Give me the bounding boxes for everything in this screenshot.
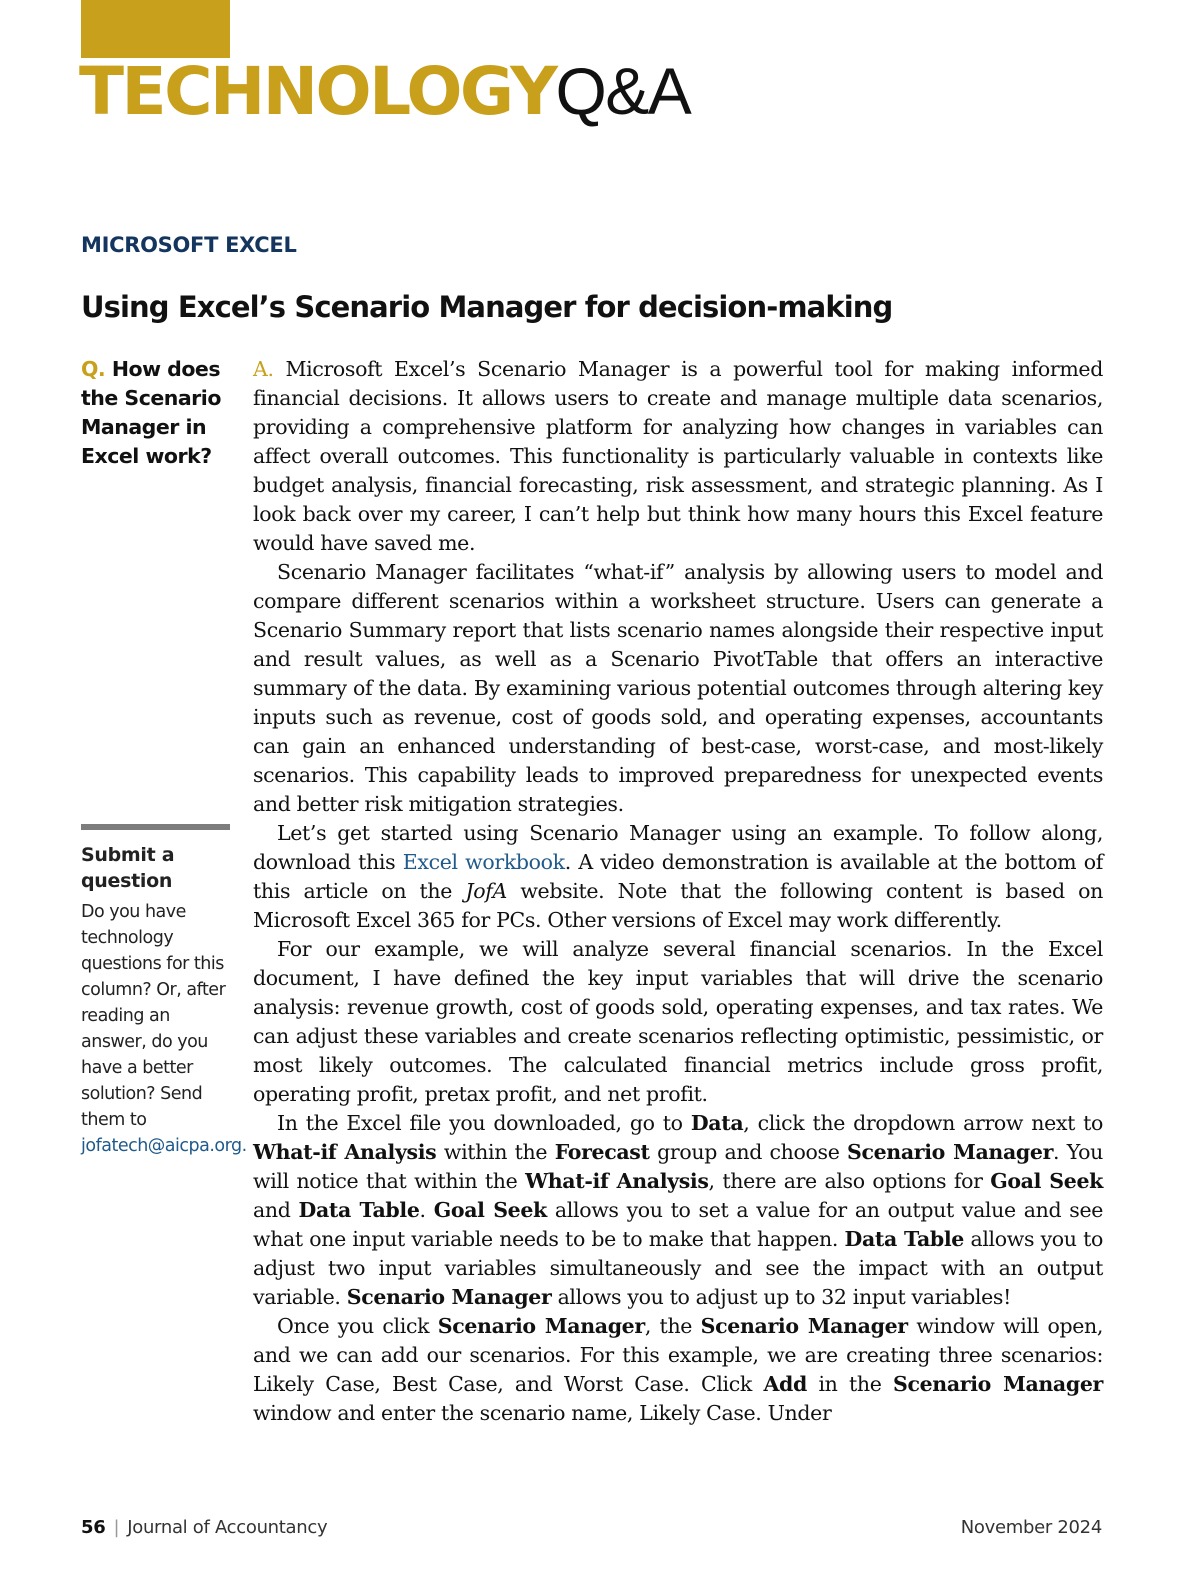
sidebar-title: Submit a question [81, 844, 175, 892]
paragraph-1: A. Microsoft Excel’s Scenario Manager is a powerful tool for making informed financial decisions. It allows users to create and manage multiple data scenarios, providing a comprehensive platform for analyzing how changes in variables can affect overall outcomes. This functionality is particularly valuable in contexts like budget analysis, financial forecasting, risk assessment, and strategic planning. As I look back over my career, I can’t help but think how many hours this Excel feature would have saved me. [253, 357, 1103, 555]
excel-workbook-link[interactable]: Excel workbook [402, 850, 565, 874]
column-banner [79, 48, 690, 153]
jofa-title: JofA [465, 879, 507, 903]
answer-marker: A. [253, 357, 274, 381]
page-number: 56 [81, 1517, 106, 1538]
question-marker: Q. [81, 357, 106, 381]
paragraph-5: In the Excel file you downloaded, go to Data, click the dropdown arrow next to What-if Analysis within the Forecast group and choose Scenario Manager. You will notice that within the What-if Analysis, there are also options for Goal Seek and Data Table. Goal Seek allows you to set a value for an output value and see what one input variable needs to be to make that happen. Data Table allows you to adjust two input variables simultaneously and see the impact with an output variable. Scenario Manager allows you to adjust up to 32 input variables! [253, 1111, 1104, 1309]
publication-name: Journal of Accountancy [127, 1517, 328, 1538]
section-label: MICROSOFT EXCEL [81, 233, 297, 257]
paragraph-4: For our example, we will analyze several financial scenarios. In the Excel document, I have defined the key input variables that will drive the scenario analysis: revenue growth, cost of goods sold, operating expenses, and tax rates. We can adjust these variables and create scenarios reflecting optimistic, pessimistic, or most likely outcomes. The calculated financial metrics include gross profit, operating profit, pretax profit, and net profit. [253, 937, 1103, 1106]
article-headline: Using Excel’s Scenario Manager for decision-making [81, 290, 893, 324]
question-text: How does the Scenario Manager in Excel work? [81, 357, 221, 468]
footer-publication [81, 1517, 327, 1538]
issue-date: November 2024 [960, 1517, 1102, 1538]
paragraph-6: Once you click Scenario Manager, the Scenario Manager window will open, and we can add our scenarios. For this example, we are creating three scenarios: Likely Case, Best Case, and Worst Case. Click Add in the Scenario Manager window and enter the scenario name, Likely Case. Under [253, 1314, 1104, 1425]
article-body [253, 355, 1103, 1428]
banner-technology: TECHNOLOGY [79, 53, 556, 130]
sidebar-text: Do you have technology questions for this column? Or, after reading an answer, do you have a better solution? Send them to [81, 902, 226, 1130]
paragraph-2: Scenario Manager facilitates “what-if” analysis by allowing users to model and compare different scenarios within a worksheet structure. Users can generate a Scenario Summary report that lists scenario names alongside their respective input and result values, as well as a Scenario PivotTable that offers an interactive summary of the data. By examining various potential outcomes through altering key inputs such as revenue, cost of goods sold, and operating expenses, accountants can gain an enhanced understanding of best-case, worst-case, and most-likely scenarios. This capability leads to improved preparedness for unexpected events and better risk mitigation strategies. [253, 560, 1103, 816]
question-block [81, 355, 241, 471]
sidebar-divider [81, 824, 230, 830]
sidebar-body [81, 899, 247, 1159]
banner-qa: Q&A [555, 54, 691, 128]
footer-separator: | [113, 1517, 120, 1538]
paragraph-3: Let’s get started using Scenario Manager using an example. To follow along, download this Excel workbook. A video demonstration is available at the bottom of this article on the JofA website. Note that the following content is based on Microsoft Excel 365 for PCs. Other versions of Excel may work differently. [253, 821, 1103, 932]
submit-email-link[interactable]: jofatech@aicpa.org. [81, 1136, 247, 1156]
